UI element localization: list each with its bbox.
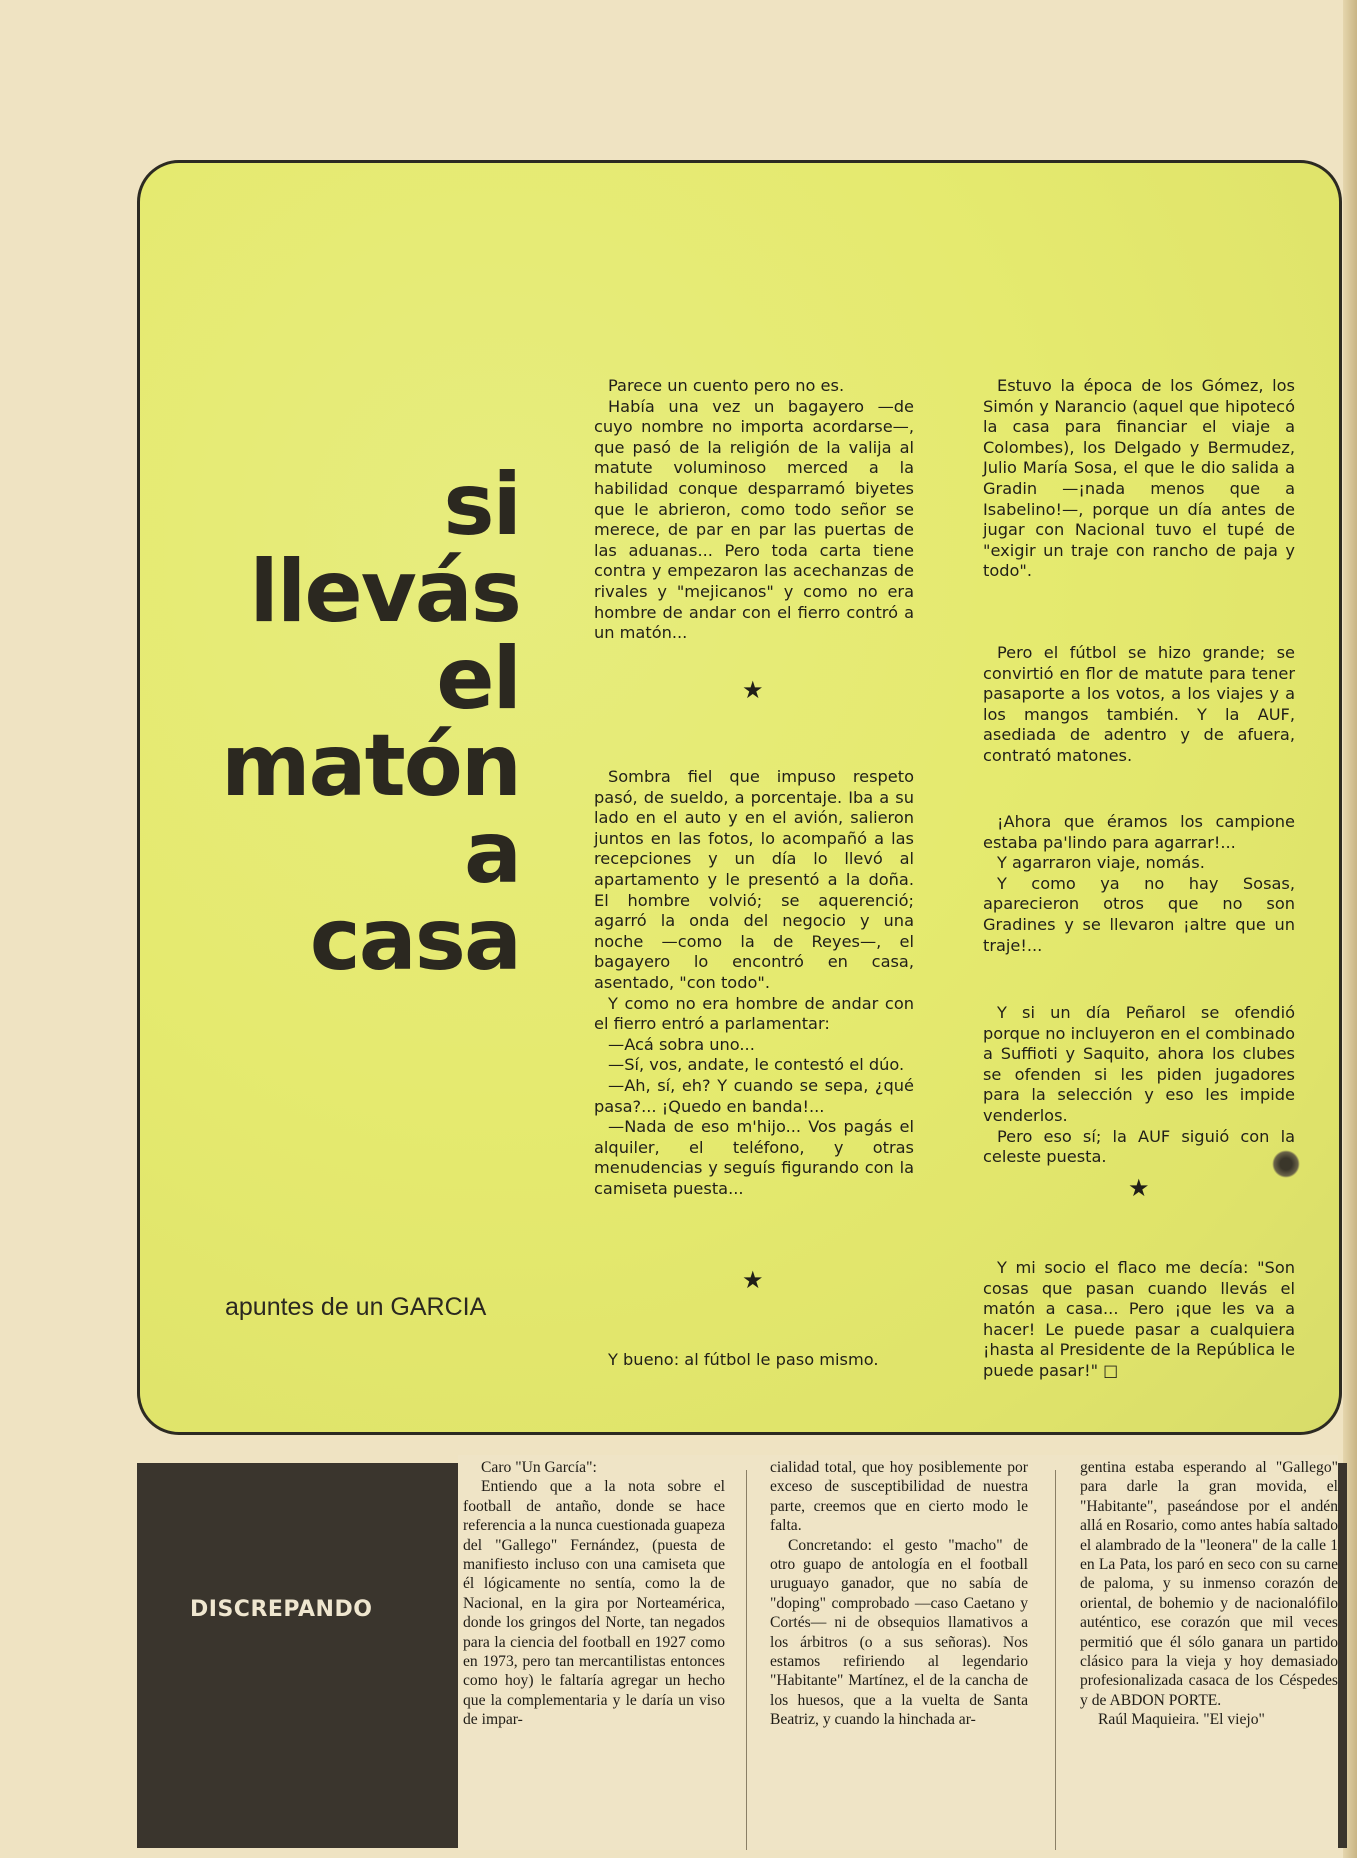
article-column-1-part-1	[594, 376, 914, 644]
paragraph: Pero el fútbol se hizo grande; se convirtió en flor de matute para tener pasaporte a los votos, a los viajes y a los mangos también. Y la AUF, asediada de adentro y de afuera, contrató matones.	[983, 643, 1295, 765]
article-column-2-part-5	[983, 1258, 1295, 1382]
article-headline	[180, 455, 520, 990]
headline-line: si	[443, 455, 520, 555]
column-divider	[1055, 1470, 1056, 1850]
paragraph: Y bueno: al fútbol le paso mismo.	[608, 1350, 879, 1369]
paragraph: Parece un cuento pero no es.	[608, 376, 845, 395]
paragraph: Sombra fiel que impuso respeto pasó, de sueldo, a porcentaje. Iba a su lado en el auto y en el avión, salieron juntos en las fotos, lo acompañó a las recepciones y un día lo llevó al apartamento y le presentó a la doña. El hombre volvió; se aquerenció; agarró la onda del negocio y una noche —como la de Reyes—, el bagayero lo encontró en casa, asentado, "con todo".	[594, 767, 914, 992]
paragraph: —Acá sobra uno...	[608, 1034, 755, 1054]
section-star: ★	[742, 676, 764, 704]
byline: apuntes de un GARCIA	[225, 1293, 487, 1321]
headline-line: matón	[220, 716, 520, 816]
letter-signature: Raúl Maquieira. "El viejo"	[1098, 1711, 1265, 1729]
article-column-2-part-1	[983, 376, 1295, 582]
ink-blot	[1272, 1150, 1300, 1178]
headline-line: llevás	[249, 542, 520, 642]
letter-column-2	[770, 1458, 1028, 1730]
letter-column-3	[1080, 1458, 1338, 1730]
paragraph: ¡Ahora que éramos los campione estaba pa'lindo para agarrar!...	[983, 812, 1295, 852]
headline-line: el	[436, 629, 520, 729]
headline-line: casa	[309, 890, 520, 990]
letter-paragraph: cialidad total, que hoy posiblemente por exceso de susceptibilidad de nuestra parte, creemos que en cierto modo le falta.	[770, 1459, 1028, 1535]
letter-paragraph: gentina estaba esperando al "Gallego" para darle la gran movida, el "Habitante", paseándose por el andén allá en Rosario, como antes había saltado el alambrado de la "leonera" de la calle 1 en La Pata, los paró en seco con su carne de paloma, y su inmenso corazón de oriental, de bohemio y de nacionalófilo auténtico, ese corazón que mil veces permitió que él sólo ganara un partido clásico para la vieja y hoy demasiado profesionalizada casaca de los Céspedes y de ABDON PORTE.	[1080, 1459, 1338, 1709]
paragraph: Estuvo la época de los Gómez, los Simón y Narancio (aquel que hipotecó la casa para financiar el viaje a Colombes), los Delgado y Bermudez, Julio María Sosa, el que le dio salida a Gradin —¡nada menos que a Isabelino!—, porque un día antes de jugar con Nacional tuvo el tupé de "exigir un traje con rancho de paja y todo".	[983, 376, 1295, 581]
letter-salutation: Caro "Un García":	[481, 1459, 597, 1476]
paragraph: Y como no era hombre de andar con el fierro entró a parlamentar:	[594, 993, 914, 1034]
section-star: ★	[1128, 1174, 1150, 1202]
paragraph: Había una vez un bagayero —de cuyo nombre no importa acordarse—, que pasó de la religión de la valija al matute voluminoso merced a la habilidad conque desparramó biyetes que le abrieron, como todo señor se merece, de par en par las puertas de las aduanas... Pero toda carta tiene contra y empezaron las acechanzas de rivales y "mejicanos" y como no era hombre de andar con el fierro contró a un matón...	[594, 396, 914, 643]
paragraph	[983, 1258, 1295, 1382]
paragraph: Pero eso sí; la AUF siguió con la celeste puesta.	[983, 1126, 1295, 1167]
letter-column-1	[463, 1458, 725, 1730]
end-mark: □	[1103, 1360, 1119, 1380]
paragraph: Y agarraron viaje, nomás.	[997, 853, 1205, 873]
closing-paragraph: Y mi socio el flaco me decía: "Son cosas que pasan cuando llevás el matón a casa... Pero ¡que les va a hacer! Le puede pasar a cualquiera ¡hasta al Presidente de la República le puede pasar!"	[983, 1258, 1295, 1380]
paragraph: —Nada de eso m'hijo... Vos pagás el alquiler, el teléfono, y otras menudencias y seguís figurando con la camiseta puesta...	[594, 1117, 914, 1198]
article-column-2-part-4	[983, 1003, 1295, 1168]
paragraph: Y si un día Peñarol se ofendió porque no incluyeron en el combinado a Suffioti y Saquito, ahora los clubes se ofenden si les piden jugadores para la selección y eso les impide venderlos.	[983, 1003, 1295, 1125]
section-label: DISCREPANDO	[190, 1597, 373, 1622]
article-column-2-part-2	[983, 643, 1295, 767]
paragraph: Y como ya no hay Sosas, aparecieron otros que no son Gradines y se llevaron ¡altre que un traje!...	[983, 873, 1295, 955]
column-divider	[746, 1470, 747, 1850]
paragraph: —Sí, vos, andate, le contestó el dúo.	[608, 1055, 905, 1075]
article-column-1-part-2	[594, 767, 914, 1199]
article-column-1-part-3	[594, 1350, 914, 1371]
letter-paragraph: Entiendo que a la nota sobre el football de antaño, donde se hace referencia a la nunca cuestionada guapeza del "Gallego" Fernández, (puesta de manifiesto incluso con una camiseta que él lógicamente no sentía, como la de Nacional, en la gira por Norteamérica, donde los gringos del Norte, tan negados para la ciencia del football en 1927 como en 1973, pero tan mercantilistas entonces como hoy) le faltaría agregar un hecho que la complementaria y le daría un viso de impar-	[463, 1478, 725, 1729]
letter-paragraph: Concretando: el gesto "macho" de otro guapo de antología en el football uruguayo ganador, que no sabía de "doping" comprobado —caso Caetano y Cortés— ni de obsequios llamativos a los árbitros (o a sus señoras). Nos estamos refiriendo al legendario "Habitante" Martínez, el de la cancha de los huesos, que a la vuelta de Santa Beatriz, y cuando la hinchada ar-	[770, 1536, 1028, 1729]
article-column-2-part-3	[983, 812, 1295, 956]
paragraph: —Ah, sí, eh? Y cuando se sepa, ¿qué pasa?... ¡Quedo en banda!...	[594, 1075, 914, 1116]
section-star: ★	[742, 1266, 764, 1294]
headline-line: a	[463, 803, 520, 903]
